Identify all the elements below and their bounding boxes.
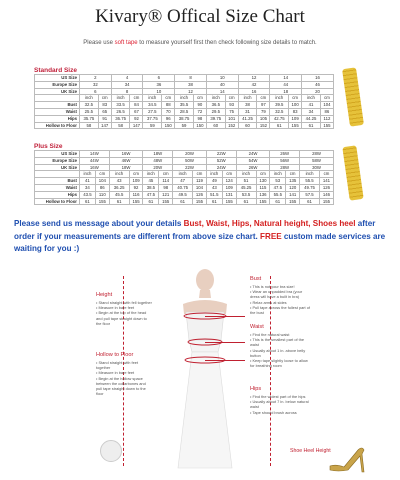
table-cell: 42.75 — [270, 115, 289, 122]
table-cell: 55.5 — [300, 178, 320, 185]
plus-size-table — [34, 150, 334, 205]
bust-pointer — [205, 316, 245, 317]
table-cell: cm — [95, 171, 109, 178]
table-cell: 55.5 — [270, 191, 286, 198]
table-cell: 14W — [80, 151, 110, 158]
table-cell: 37.75 — [143, 115, 162, 122]
table-cell: 26W — [236, 164, 270, 171]
table-cell: cm — [193, 171, 207, 178]
table-cell: 35.5 — [175, 102, 194, 109]
table-cell: inch — [173, 171, 193, 178]
table-cell: 61 — [109, 198, 129, 205]
table-cell: 155 — [129, 198, 143, 205]
europe-size-row-label: Europe Size — [35, 81, 80, 88]
table-cell: cm — [129, 171, 143, 178]
table-cell: 152 — [225, 122, 238, 129]
table-cell: cm — [222, 171, 236, 178]
table-cell: 20W — [143, 164, 173, 171]
table-cell: 124 — [222, 178, 236, 185]
table-cell: 20 — [302, 88, 334, 95]
table-cell: inch — [109, 171, 129, 178]
table-cell: 51.5 — [206, 191, 222, 198]
table-cell: 92 — [129, 184, 143, 191]
table-cell: cm — [162, 95, 175, 102]
units-row-label — [35, 95, 80, 102]
table-cell: 121 — [159, 191, 173, 198]
hollow-to-floor-row — [35, 122, 334, 129]
hips-row — [35, 191, 334, 198]
table-cell: 52W — [206, 157, 236, 164]
table-cell: 36.5 — [206, 102, 225, 109]
europe-size-row-label: Europe Size — [35, 157, 80, 164]
table-cell: 86 — [320, 108, 333, 115]
plus-size-title: Plus Size — [34, 143, 63, 150]
table-cell: 141 — [286, 191, 300, 198]
europe-size-row — [35, 157, 334, 164]
table-cell: 146 — [319, 191, 333, 198]
table-cell: 31 — [238, 108, 257, 115]
units-row — [35, 95, 334, 102]
table-cell: 39.5 — [270, 102, 289, 109]
table-cell: inch — [270, 95, 289, 102]
table-cell: 29.5 — [206, 108, 225, 115]
table-cell: 59 — [143, 122, 162, 129]
table-cell: 47.5 — [270, 184, 286, 191]
table-cell: 24W — [206, 164, 236, 171]
table-cell: inch — [206, 171, 222, 178]
table-cell: 130 — [256, 178, 270, 185]
hollow-to-floor-row — [35, 198, 334, 205]
table-cell: 119 — [193, 178, 207, 185]
table-cell: 152 — [257, 122, 270, 129]
table-cell: 18W — [109, 164, 143, 171]
table-cell: 126 — [193, 191, 207, 198]
table-cell: 12 — [238, 75, 270, 82]
table-cell: 155 — [289, 122, 302, 129]
table-cell: 14 — [270, 75, 302, 82]
table-cell: 35.75 — [80, 115, 99, 122]
table-cell: 41 — [302, 102, 321, 109]
table-cell: 51 — [236, 178, 256, 185]
table-cell: 59 — [175, 122, 194, 129]
measuring-tape-icon — [342, 67, 364, 126]
table-cell: 46W — [109, 157, 143, 164]
table-cell: 12 — [175, 88, 207, 95]
hips-row — [35, 115, 334, 122]
table-cell: inch — [143, 171, 159, 178]
table-cell: 28.5 — [175, 108, 194, 115]
table-cell: 58 — [111, 122, 130, 129]
table-cell: cm — [319, 171, 333, 178]
table-cell: 61 — [80, 198, 96, 205]
uk-size-row-label: UK Size — [35, 88, 80, 95]
waist-label: Waist — [250, 324, 264, 330]
shoe-heel-label: Shoe Heel Height — [290, 448, 331, 454]
waist-pointer — [205, 342, 245, 343]
table-cell: 38.5 — [143, 184, 159, 191]
table-cell: inch — [143, 95, 162, 102]
us-size-row-label: US Size — [35, 75, 80, 82]
table-cell: 126 — [319, 184, 333, 191]
table-cell: 50W — [173, 157, 207, 164]
table-cell: 33.5 — [111, 102, 130, 109]
table-cell: 100 — [289, 102, 302, 109]
hollow-to-floor-row-label: Hollow to Floor — [35, 198, 80, 205]
table-cell: 155 — [319, 198, 333, 205]
waist-row-label: Waist — [35, 108, 80, 115]
table-cell: 30W — [300, 164, 334, 171]
table-cell: cm — [257, 95, 270, 102]
table-cell: 24W — [236, 151, 270, 158]
bust-row-label: Bust — [35, 178, 80, 185]
table-cell: 26.5 — [111, 108, 130, 115]
table-cell: 83 — [98, 102, 111, 109]
table-cell: 75 — [225, 108, 238, 115]
table-cell: 61 — [206, 198, 222, 205]
table-cell: cm — [225, 95, 238, 102]
table-cell: 46 — [302, 81, 334, 88]
table-cell: 14 — [206, 88, 238, 95]
custom-notice: Please send us message about your details Bust, Waist, Hips, Natural height, Shoes heel after order if your measurements are different from above size chart. FREE custom made services are waiting for you :) — [14, 219, 386, 253]
hollow-label: Hollow to Floor — [96, 352, 134, 358]
table-cell: cm — [130, 95, 143, 102]
table-cell: 155 — [159, 198, 173, 205]
table-cell: 110 — [95, 191, 109, 198]
table-cell: 98 — [193, 115, 206, 122]
table-cell: 53.5 — [236, 191, 256, 198]
table-cell: 48W — [143, 157, 173, 164]
dress-figure — [150, 268, 260, 473]
bust-text: • This is not your bra size! • Wear an unpadded bra (your dress will have a built in bra) • Relax arms at sides • Pull tape across the fullest part of the bust — [250, 284, 310, 316]
table-cell: 65 — [98, 108, 111, 115]
table-cell: 60 — [206, 122, 225, 129]
table-cell: 10 — [143, 88, 175, 95]
waist-text: • Find the natural waist • This is the smallest part of the waist • Usually about 1 in. above belly button • Keep tape slightly loose to allow for breathing room — [250, 332, 308, 369]
table-cell: 61 — [270, 122, 289, 129]
waist-row-label: Waist — [35, 184, 80, 191]
table-cell: 32.5 — [80, 102, 99, 109]
hips-pointer — [205, 360, 245, 361]
table-cell: 49.5 — [173, 191, 193, 198]
table-cell: inch — [302, 95, 321, 102]
table-cell: 43 — [109, 178, 129, 185]
shoe-icon — [326, 438, 368, 474]
standard-size-title: Standard Size — [34, 67, 77, 74]
table-cell: 61 — [300, 198, 320, 205]
table-cell: 22W — [173, 164, 207, 171]
table-cell: 61 — [143, 198, 159, 205]
table-cell: 44.25 — [302, 115, 321, 122]
table-cell: 57.5 — [300, 191, 320, 198]
table-cell: 90 — [193, 102, 206, 109]
table-cell: 58W — [300, 157, 334, 164]
table-cell: 16 — [302, 75, 334, 82]
table-cell: 32 — [80, 81, 112, 88]
table-cell: 40.75 — [173, 184, 193, 191]
table-cell: 61 — [270, 198, 286, 205]
table-cell: 22W — [206, 151, 236, 158]
table-cell: inch — [236, 171, 256, 178]
table-cell: 54W — [236, 157, 270, 164]
hollow-to-floor-row-label: Hollow to Floor — [35, 122, 80, 129]
table-cell: 155 — [320, 122, 333, 129]
table-cell: inch — [238, 95, 257, 102]
table-cell: 67 — [130, 108, 143, 115]
bust-row — [35, 178, 334, 185]
table-cell: 93 — [225, 102, 238, 109]
table-cell: 34.5 — [143, 102, 162, 109]
table-cell: cm — [159, 171, 173, 178]
table-cell: inch — [111, 95, 130, 102]
table-cell: 28W — [300, 151, 334, 158]
table-cell: 8 — [175, 75, 207, 82]
table-cell: 44W — [80, 157, 110, 164]
table-cell: 34 — [302, 108, 321, 115]
table-cell: 27.5 — [143, 108, 162, 115]
table-cell: 61 — [302, 122, 321, 129]
table-cell: 147 — [98, 122, 111, 129]
table-cell: 45.5 — [109, 191, 129, 198]
table-cell: 43.5 — [80, 191, 96, 198]
hollow-text: • Stand straight with feet together • Measure in bare feet • Begin at the hollow space between the collarbones and pull tape straight down to the floor — [96, 360, 146, 397]
table-cell: 6 — [143, 75, 175, 82]
table-cell: 141 — [319, 178, 333, 185]
table-cell: cm — [286, 171, 300, 178]
table-cell: cm — [98, 95, 111, 102]
table-cell: 10 — [206, 75, 238, 82]
table-cell: 150 — [162, 122, 175, 129]
table-cell: 97 — [257, 102, 270, 109]
table-cell: 16W — [109, 151, 143, 158]
uk-size-row — [35, 88, 334, 95]
table-cell: 84 — [130, 102, 143, 109]
us-size-row-label: US Size — [35, 151, 80, 158]
table-cell: 38 — [238, 102, 257, 109]
units-row — [35, 171, 334, 178]
table-cell: 20W — [173, 151, 207, 158]
europe-size-row — [35, 81, 334, 88]
table-cell: 44 — [270, 81, 302, 88]
table-cell: 98 — [159, 184, 173, 191]
table-cell: 6 — [80, 88, 112, 95]
table-cell: 150 — [193, 122, 206, 129]
table-cell: 61 — [173, 198, 193, 205]
table-cell: 88 — [162, 102, 175, 109]
measuring-tape-icon — [342, 145, 363, 200]
table-cell: 39.75 — [206, 115, 225, 122]
table-cell: 109 — [129, 178, 143, 185]
waist-row — [35, 108, 334, 115]
table-cell: 86 — [95, 184, 109, 191]
table-cell: 101 — [225, 115, 238, 122]
table-cell: 49 — [206, 178, 222, 185]
table-cell: 4 — [111, 75, 143, 82]
table-cell: 116 — [129, 191, 143, 198]
units-row-label — [35, 171, 80, 178]
table-cell: 155 — [222, 198, 236, 205]
hips-row-label: Hips — [35, 115, 80, 122]
table-cell: inch — [80, 171, 96, 178]
table-cell: 135 — [286, 178, 300, 185]
table-cell: cm — [320, 95, 333, 102]
table-cell: 42 — [238, 81, 270, 88]
table-cell: 16 — [238, 88, 270, 95]
table-cell: 155 — [95, 198, 109, 205]
table-cell: 58 — [80, 122, 99, 129]
table-cell: 120 — [286, 184, 300, 191]
bust-row — [35, 102, 334, 109]
table-cell: 131 — [222, 191, 236, 198]
table-cell: 47 — [173, 178, 193, 185]
uk-size-row-label: UK Size — [35, 164, 80, 171]
table-cell: inch — [175, 95, 194, 102]
page-title: Kivary® Offical Size Chart — [95, 6, 305, 27]
table-cell: 26W — [270, 151, 300, 158]
table-cell: 96 — [162, 115, 175, 122]
table-cell: 83 — [289, 108, 302, 115]
uk-size-row — [35, 164, 334, 171]
hips-label: Hips — [250, 386, 262, 392]
table-cell: 25.5 — [80, 108, 99, 115]
table-cell: 91 — [98, 115, 111, 122]
table-cell: 109 — [289, 115, 302, 122]
table-cell: inch — [80, 95, 99, 102]
hips-text: • Find the widest part of the hips • Usually about 7 in. below natural waist • Tape should brush across — [250, 394, 309, 415]
table-cell: 60 — [238, 122, 257, 129]
table-cell: cm — [256, 171, 270, 178]
table-cell: 45.25 — [236, 184, 256, 191]
height-label: Height — [96, 292, 113, 298]
table-cell: 104 — [193, 184, 207, 191]
table-cell: 155 — [256, 198, 270, 205]
table-cell: 155 — [193, 198, 207, 205]
intro-text: Please use soft tape to measure yourself first then check following size details to match. — [83, 40, 317, 46]
table-cell: 79 — [257, 108, 270, 115]
table-cell: 16W — [80, 164, 110, 171]
table-cell: 49.75 — [300, 184, 320, 191]
bust-row-label: Bust — [35, 102, 80, 109]
table-cell: 70 — [162, 108, 175, 115]
table-cell: 112 — [320, 115, 333, 122]
table-cell: 53 — [270, 178, 286, 185]
tape-position-inset — [100, 440, 122, 462]
table-cell: cm — [193, 95, 206, 102]
table-cell: inch — [270, 171, 286, 178]
table-cell: 104 — [320, 102, 333, 109]
table-cell: 36.25 — [109, 184, 129, 191]
us-size-row — [35, 151, 334, 158]
table-cell: 34 — [80, 184, 96, 191]
table-cell: 147 — [130, 122, 143, 129]
table-cell: 8 — [111, 88, 143, 95]
table-cell: 155 — [286, 198, 300, 205]
table-cell: 45 — [143, 178, 159, 185]
table-cell: 104 — [95, 178, 109, 185]
table-cell: 41.25 — [238, 115, 257, 122]
table-cell: 18W — [143, 151, 173, 158]
standard-size-table — [34, 74, 334, 129]
table-cell: 32.5 — [270, 108, 289, 115]
table-cell: 40 — [206, 81, 238, 88]
table-cell: 41 — [80, 178, 96, 185]
table-cell: cm — [289, 95, 302, 102]
table-cell: 61 — [236, 198, 256, 205]
table-cell: 43 — [206, 184, 222, 191]
table-cell: 47.5 — [143, 191, 159, 198]
table-cell: inch — [206, 95, 225, 102]
table-cell: 38.75 — [175, 115, 194, 122]
table-cell: 36.75 — [111, 115, 130, 122]
table-cell: 72 — [193, 108, 206, 115]
table-cell: 38 — [175, 81, 207, 88]
table-cell: 109 — [222, 184, 236, 191]
waist-row — [35, 184, 334, 191]
table-cell: 18 — [270, 88, 302, 95]
us-size-row — [35, 75, 334, 82]
table-cell: 56W — [270, 157, 300, 164]
table-cell: 115 — [256, 184, 270, 191]
table-cell: 105 — [257, 115, 270, 122]
height-text: • Stand straight with fell together • Measure in bare feet • Begin at the top of the head and pull tape straight down to the floor — [96, 300, 152, 326]
table-cell: 36 — [143, 81, 175, 88]
table-cell: 136 — [256, 191, 270, 198]
table-cell: 92 — [130, 115, 143, 122]
table-cell: 28W — [270, 164, 300, 171]
table-cell: inch — [300, 171, 320, 178]
bust-label: Bust — [250, 276, 262, 282]
table-cell: 34 — [111, 81, 143, 88]
table-cell: 114 — [159, 178, 173, 185]
table-cell: 2 — [80, 75, 112, 82]
hips-row-label: Hips — [35, 191, 80, 198]
